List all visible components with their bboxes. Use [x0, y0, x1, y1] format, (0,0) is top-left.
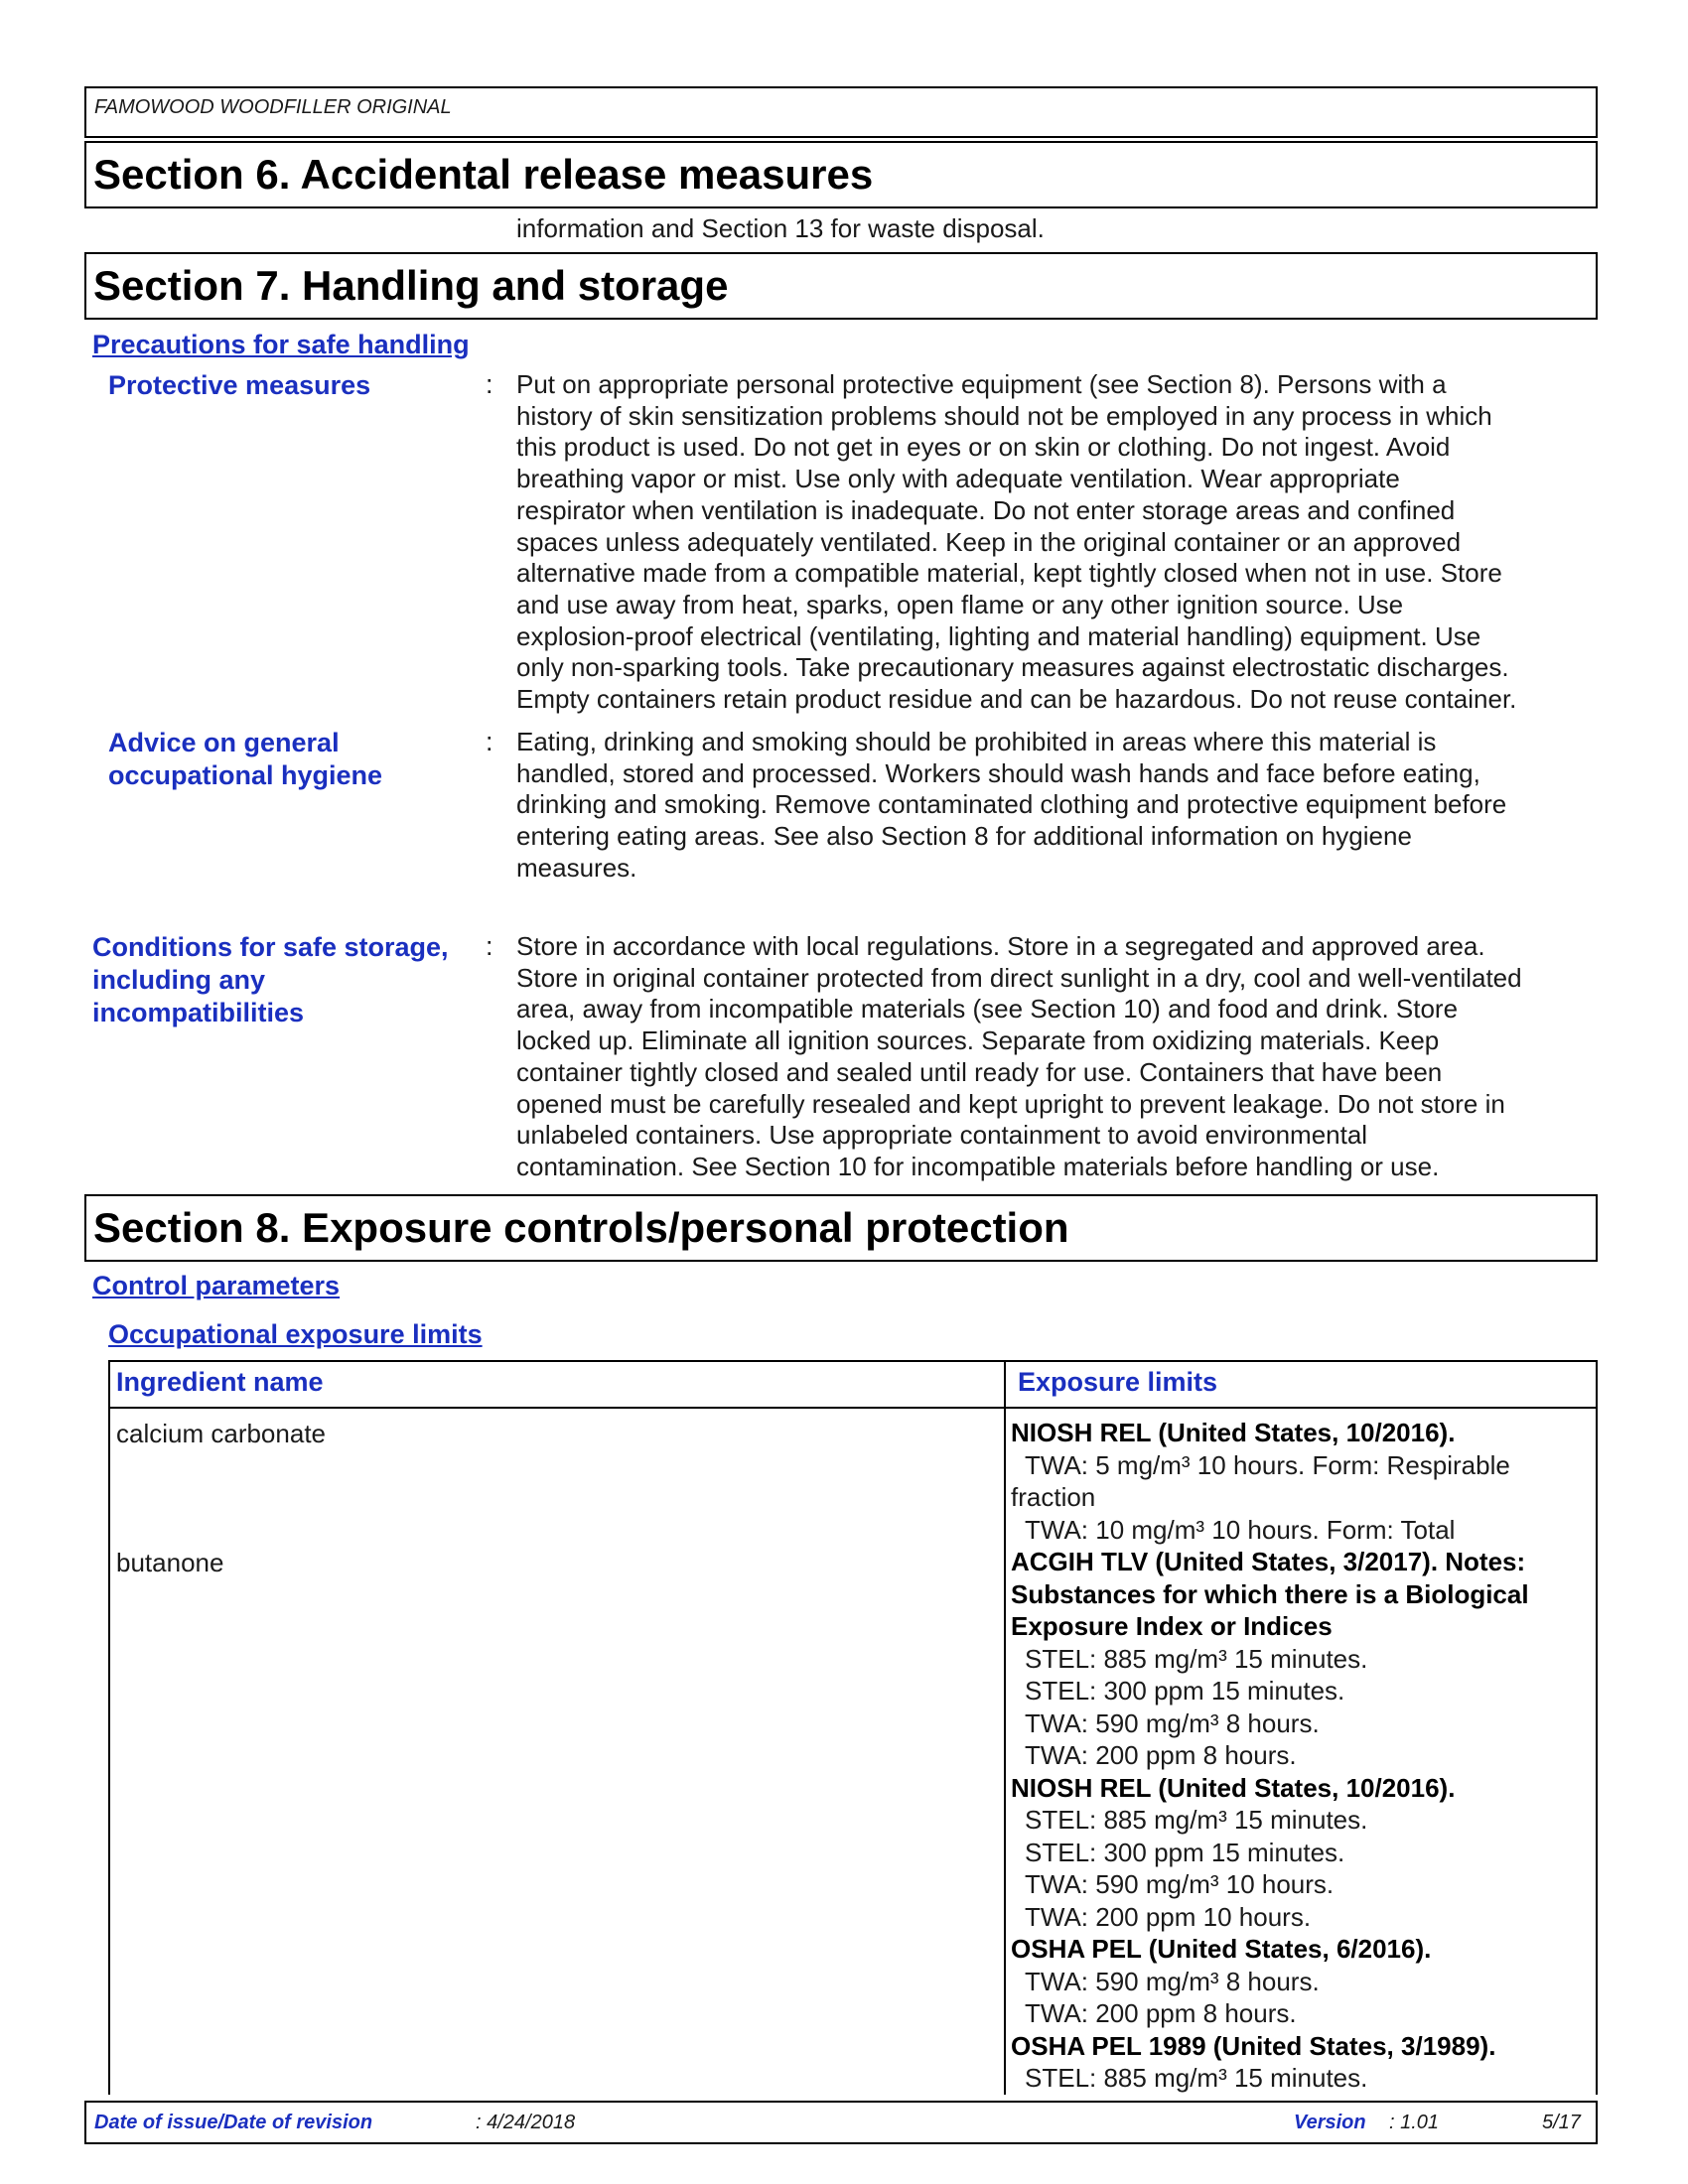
protective-measures-text	[516, 369, 1594, 716]
text-line: entering eating areas. See also Section 8 for additional information on hygiene	[516, 821, 1412, 852]
text-line: alternative made from a compatible material, kept tightly closed when not in use. Store	[516, 558, 1502, 589]
text-line: history of skin sensitization problems should not be employed in any process in which	[516, 400, 1492, 431]
colon: :	[486, 727, 493, 756]
text-line: container tightly closed and sealed until ready for use. Containers that have been	[516, 1056, 1443, 1087]
limit-value: TWA: 200 ppm 8 hours.	[1025, 1740, 1297, 1770]
text-line: Store in original container protected from direct sunlight in a dry, cool and well-ventilated	[516, 962, 1522, 993]
text-line: Put on appropriate personal protective equipment (see Section 8). Persons with a	[516, 369, 1447, 399]
text-line: drinking and smoking. Remove contaminated clothing and protective equipment before	[516, 789, 1507, 820]
colon: :	[486, 369, 493, 399]
text-line: unlabeled containers. Use appropriate containment to avoid environmental	[516, 1120, 1368, 1151]
date-label: Date of issue/Date of revision	[94, 2112, 373, 2133]
limit-value: STEL: 885 mg/m³ 15 minutes.	[1025, 1643, 1368, 1674]
limit-value: TWA: 5 mg/m³ 10 hours. Form: Respirable	[1025, 1449, 1510, 1480]
limit-value: TWA: 200 ppm 8 hours.	[1025, 1998, 1297, 2028]
section-8-title: Section 8. Exposure controls/personal protection	[93, 1204, 1069, 1251]
table-column-divider	[1004, 1360, 1006, 2095]
ingredient-cell: calcium carbonate	[116, 1419, 326, 1448]
col-exposure-limits: Exposure limits	[1018, 1367, 1218, 1397]
exposure-limits-cell	[1011, 1417, 1597, 2095]
text-line: this product is used. Do not get in eyes or on skin or clothing. Do not ingest. Avoid	[516, 432, 1451, 463]
section-6-title: Section 6. Accidental release measures	[93, 151, 874, 198]
storage-label-line: Conditions for safe storage,	[92, 932, 449, 962]
table-header-row	[108, 1360, 1598, 1409]
version-label: Version	[1294, 2112, 1366, 2133]
limit-source: ACGIH TLV (United States, 3/2017). Notes:	[1011, 1547, 1526, 1576]
hygiene-label-line: Advice on general	[108, 728, 340, 757]
section-7-title: Section 7. Handling and storage	[93, 262, 729, 309]
hygiene-label	[108, 727, 382, 792]
page-number: 5/17	[1542, 2112, 1581, 2133]
ingredient-cell: butanone	[116, 1548, 224, 1577]
limit-source: NIOSH REL (United States, 10/2016).	[1011, 1418, 1456, 1447]
section-8-title-box	[84, 1194, 1598, 1262]
section-6-title-box	[84, 141, 1598, 208]
text-line: measures.	[516, 852, 637, 883]
limit-source: OSHA PEL (United States, 6/2016).	[1011, 1934, 1432, 1964]
text-line: Eating, drinking and smoking should be prohibited in areas where this material is	[516, 727, 1437, 756]
section-6-continuation: information and Section 13 for waste disposal.	[516, 213, 1045, 243]
limit-value: fraction	[1011, 1482, 1096, 1512]
storage-label-line: including any	[92, 965, 266, 995]
limit-value: STEL: 300 ppm 15 minutes.	[1025, 1837, 1345, 1867]
product-header	[84, 86, 1598, 138]
exposure-limits-table	[108, 1360, 1598, 2095]
limit-value: TWA: 10 mg/m³ 10 hours. Form: Total	[1025, 1514, 1456, 1545]
date-value: : 4/24/2018	[476, 2112, 576, 2133]
colon: :	[486, 931, 493, 961]
storage-label-line: incompatibilities	[92, 998, 305, 1027]
limit-value: TWA: 590 mg/m³ 8 hours.	[1025, 1966, 1320, 1996]
protective-measures-label: Protective measures	[108, 370, 371, 400]
text-line: locked up. Eliminate all ignition sources. Separate from oxidizing materials. Keep	[516, 1025, 1440, 1056]
limit-value: STEL: 300 ppm 15 minutes.	[1025, 1676, 1345, 1706]
text-line: handled, stored and processed. Workers should wash hands and face before eating,	[516, 757, 1480, 788]
limit-value: TWA: 200 ppm 10 hours.	[1025, 1901, 1312, 1932]
limit-source: OSHA PEL 1989 (United States, 3/1989).	[1011, 2030, 1496, 2061]
limit-source: NIOSH REL (United States, 10/2016).	[1011, 1772, 1456, 1803]
col-ingredient-name: Ingredient name	[116, 1367, 324, 1397]
control-parameters-heading[interactable]: Control parameters	[92, 1271, 341, 1300]
text-line: spaces unless adequately ventilated. Keep in the original container or an approved	[516, 526, 1462, 557]
text-line: explosion-proof electrical (ventilating, lighting and material handling) equipment. Use	[516, 620, 1481, 651]
text-line: respirator when ventilation is inadequate. Do not enter storage areas and confined	[516, 494, 1456, 525]
section-7-title-box	[84, 252, 1598, 320]
page-footer	[84, 2101, 1598, 2144]
text-line: and use away from heat, sparks, open flame or any other ignition source. Use	[516, 589, 1404, 619]
text-line: area, away from incompatible materials (see Section 10) and food and drink. Store	[516, 994, 1459, 1024]
limit-value: TWA: 590 mg/m³ 10 hours.	[1025, 1869, 1335, 1899]
version-value: : 1.01	[1389, 2112, 1440, 2133]
limit-value: STEL: 885 mg/m³ 15 minutes.	[1025, 1805, 1368, 1835]
limit-source: Exposure Index or Indices	[1011, 1611, 1333, 1641]
occupational-exposure-limits-heading[interactable]: Occupational exposure limits	[108, 1319, 483, 1349]
product-name: FAMOWOOD WOODFILLER ORIGINAL	[94, 96, 452, 118]
text-line: breathing vapor or mist. Use only with adequate ventilation. Wear appropriate	[516, 464, 1400, 494]
text-line: only non-sparking tools. Take precautionary measures against electrostatic discharges.	[516, 652, 1509, 683]
limit-value: TWA: 590 mg/m³ 8 hours.	[1025, 1707, 1320, 1738]
table-left-border	[108, 1360, 110, 2095]
precautions-heading[interactable]: Precautions for safe handling	[92, 330, 470, 359]
text-line: Store in accordance with local regulations. Store in a segregated and approved area.	[516, 931, 1485, 961]
storage-label	[92, 931, 449, 1029]
text-line: opened must be carefully resealed and kept upright to prevent leakage. Do not store in	[516, 1088, 1505, 1119]
hygiene-label-line: occupational hygiene	[108, 760, 383, 790]
hygiene-text	[516, 727, 1594, 885]
limit-source: Substances for which there is a Biological	[1011, 1578, 1529, 1609]
text-line: contamination. See Section 10 for incompatible materials before handling or use.	[516, 1151, 1440, 1181]
storage-text	[516, 931, 1594, 1183]
text-line: Empty containers retain product residue and can be hazardous. Do not reuse container.	[516, 684, 1517, 715]
limit-value: STEL: 885 mg/m³ 15 minutes.	[1025, 2063, 1368, 2093]
